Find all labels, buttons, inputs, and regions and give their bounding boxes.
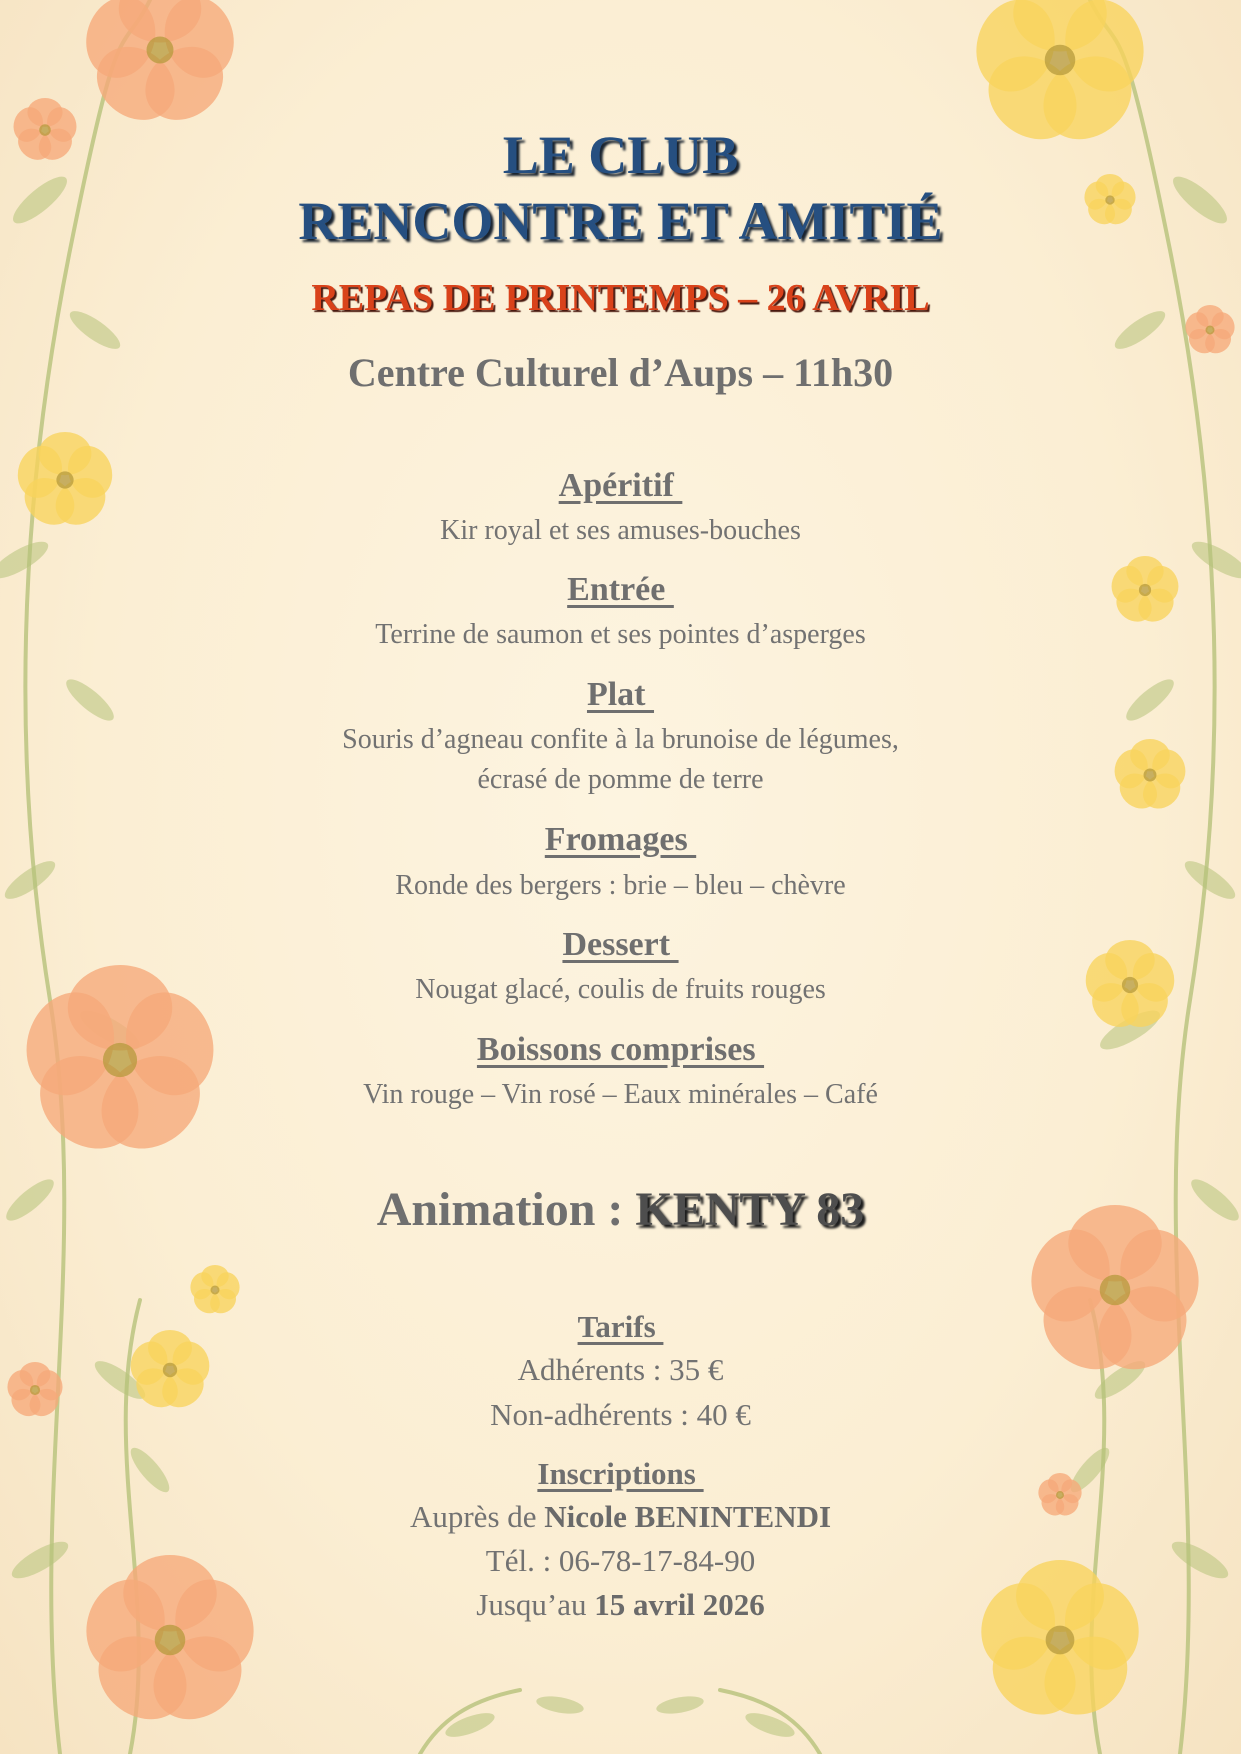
menu-fromages-text: Ronde des bergers : brie – bleu – chèvre [395, 870, 846, 901]
club-title-line2: RENCONTRE ET AMITIÉ [298, 191, 943, 251]
menu-plat-text-line1: Souris d’agneau confite à la brunoise de légumes, [342, 724, 899, 755]
contact-prefix: Auprès de [409, 1499, 545, 1534]
menu-aperitif-text: Kir royal et ses amuses-bouches [440, 515, 801, 546]
tarifs-title: Tarifs [577, 1309, 664, 1344]
menu-aperitif-title: Apéritif [558, 467, 683, 504]
event-venue: Centre Culturel d’Aups – 11h30 [347, 350, 894, 395]
animation-name: KENTY 83 [635, 1183, 865, 1236]
deadline-date: 15 avril 2026 [594, 1587, 765, 1622]
inscriptions-phone: Tél. : 06-78-17-84-90 [485, 1543, 756, 1578]
animation-label: Animation : [376, 1183, 636, 1236]
inscriptions-contact [0, 1495, 1241, 1539]
menu-entree-text: Terrine de saumon et ses pointes d’asperges [375, 619, 866, 650]
tarif-members: Adhérents : 35 € [517, 1352, 724, 1387]
menu-entree-title: Entrée [567, 571, 674, 608]
menu-dessert-text: Nougat glacé, coulis de fruits rouges [415, 974, 826, 1005]
menu-boissons-text: Vin rouge – Vin rosé – Eaux minérales – Café [363, 1079, 878, 1110]
inscriptions-deadline [0, 1583, 1241, 1627]
club-title-line1: LE CLUB [502, 125, 739, 185]
menu-dessert-title: Dessert [562, 926, 679, 963]
menu-fromages-title: Fromages [544, 821, 697, 858]
animation-line [0, 1182, 1241, 1238]
menu-plat-title: Plat [586, 676, 655, 713]
menu-boissons-title: Boissons comprises [476, 1031, 765, 1068]
tarif-non-members: Non-adhérents : 40 € [490, 1397, 751, 1432]
menu-plat-text-line2: écrasé de pomme de terre [477, 764, 764, 795]
event-title: REPAS DE PRINTEMPS – 26 AVRIL [311, 277, 930, 319]
inscriptions-title: Inscriptions [537, 1456, 704, 1491]
deadline-prefix: Jusqu’au [476, 1587, 595, 1622]
contact-name: Nicole BENINTENDI [544, 1499, 832, 1534]
